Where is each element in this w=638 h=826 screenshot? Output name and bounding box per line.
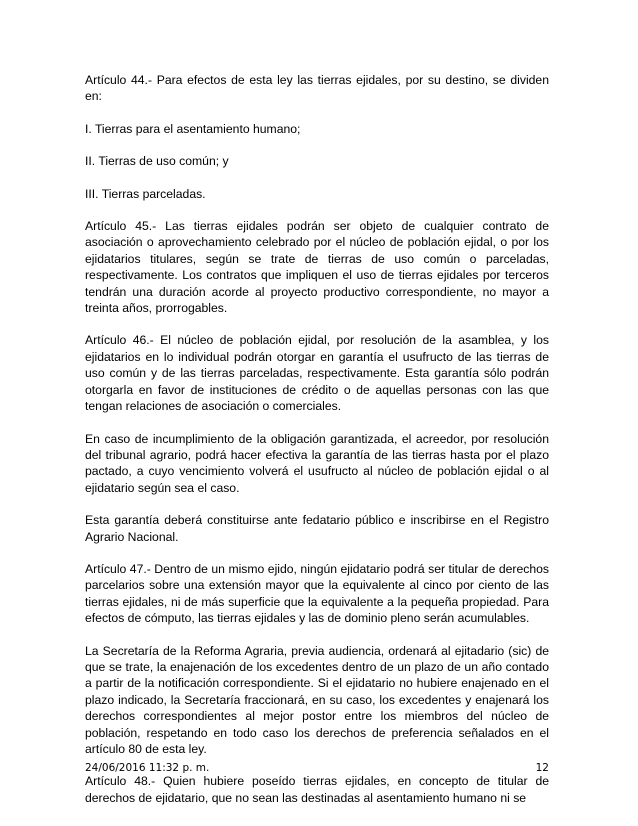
footer-date: 24/06/2016 11:32 p. m. xyxy=(85,762,210,774)
paragraph-articulo-48: Artículo 48.- Quien hubiere poseído tierras ejidales, en concepto de titular de derechos de ejidatario, que no sean las destinadas al asentamiento humano ni se xyxy=(85,774,549,805)
paragraph-articulo-46: Artículo 46.- El núcleo de población ejidal, por resolución de la asamblea, y los ejidatarios en lo individual podrán otorgar en garantía el usufructo de las tierras de uso común y de las tierras parceladas, respectivamente. Esta garantía sólo podrán otorgarla en favor de instituciones de crédito o de aquellas personas con las que tengan relaciones de asociación o comerciales. xyxy=(85,333,549,414)
page-number: 12 xyxy=(535,762,549,774)
paragraph-articulo-44: Artículo 44.- Para efectos de esta ley las tierras ejidales, por su destino, se dividen en: xyxy=(85,73,549,104)
list-item-fraccion-i: I. Tierras para el asentamiento humano; xyxy=(85,121,301,136)
paragraph-secretaria-reforma-agraria: La Secretaría de la Reforma Agraria, previa audiencia, ordenará al ejitadario (sic) de que se trate, la enajenación de los excedentes dentro de un plazo de un año contado a partir de la notificación correspondiente. Si el ejidatario no hubiere enajenado en el plazo indicado, la Secretaría fraccionará, en su caso, los excedentes y enajenará los derechos correspondientes al mejor postor entre los miembros del núcleo de población, respetando en todo caso los derechos de preferencia señalados en el artículo 80 de esta ley. xyxy=(85,643,549,756)
list-item-fraccion-iii: III. Tierras parceladas. xyxy=(85,186,206,201)
list-item-fraccion-ii: II. Tierras de uso común; y xyxy=(85,154,229,169)
paragraph-incumplimiento: En caso de incumplimiento de la obligación garantizada, el acreedor, por resolución del tribunal agrario, podrá hacer efectiva la garantía de las tierras hasta por el plazo pactado, a cuyo vencimiento volverá el usufructo al núcleo de población ejidal o al ejidatario según sea el caso. xyxy=(85,431,549,495)
paragraph-garantia-registro: Esta garantía deberá constituirse ante fedatario público e inscribirse en el Registro Agrario Nacional. xyxy=(85,513,549,544)
document-body xyxy=(85,72,549,822)
page-footer xyxy=(85,760,549,776)
paragraph-articulo-47: Artículo 47.- Dentro de un mismo ejido, ningún ejidatario podrá ser titular de derechos parcelarios sobre una extensión mayor que la equivalente al cinco por ciento de las tierras ejidales, ni de más superficie que la equivalente a la pequeña propiedad. Para efectos de cómputo, las tierras ejidales y las de dominio pleno serán acumulables. xyxy=(85,561,549,626)
paragraph-articulo-45: Artículo 45.- Las tierras ejidales podrán ser objeto de cualquier contrato de asociación o aprovechamiento celebrado por el núcleo de población ejidal, o por los ejidatarios titulares, según se trate de tierras de uso común o parceladas, respectivamente. Los contratos que impliquen el uso de tierras ejidales por terceros tendrán una duración acorde al proyecto productivo correspondiente, no mayor a treinta años, prorrogables. xyxy=(85,219,549,316)
